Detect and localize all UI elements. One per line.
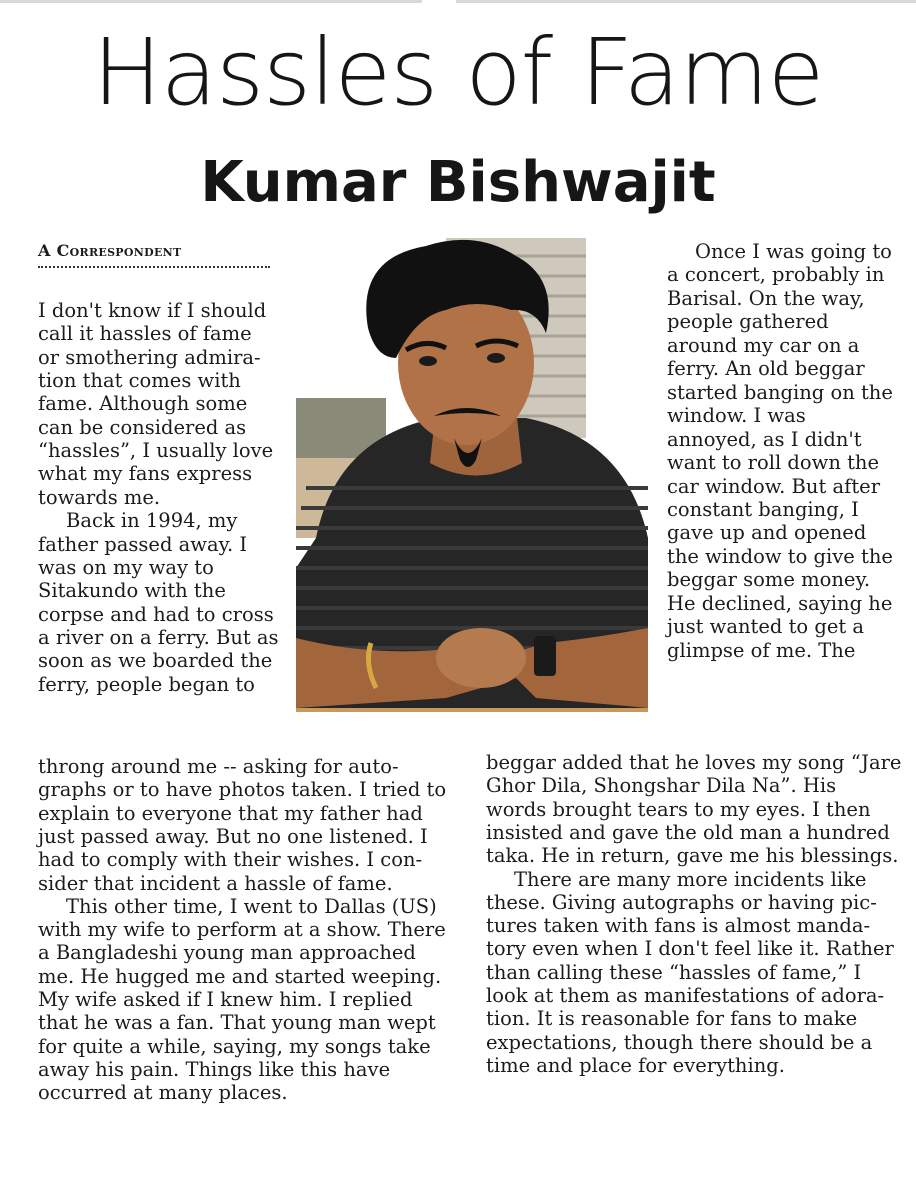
text-line: fame. Although some	[38, 392, 248, 416]
text-line: tures taken with fans is almost manda-	[486, 914, 871, 938]
text-line: father passed away. I	[38, 532, 248, 556]
text-line: glimpse of me. The	[667, 638, 856, 662]
text-line: had to comply with their wishes. I con-	[38, 848, 423, 872]
text-line: me. He hugged me and started weeping.	[38, 964, 442, 988]
text-line: a Bangladeshi young man approached	[38, 941, 416, 965]
text-line: tion. It is reasonable for fans to make	[486, 1007, 858, 1031]
text-line: tion that comes with	[38, 369, 241, 393]
text-line: Back in 1994, my	[66, 509, 238, 533]
text-line: Barisal. On the way,	[667, 286, 865, 310]
text-line: This other time, I went to Dallas (US)	[66, 894, 437, 918]
text-line: want to roll down the	[667, 451, 880, 475]
text-line: the window to give the	[667, 544, 893, 568]
text-line: gave up and opened	[667, 521, 867, 545]
text-line: just passed away. But no one listened. I	[38, 824, 428, 848]
text-line: ferry, people began to	[38, 672, 255, 696]
text-line: was on my way to	[38, 555, 214, 579]
text-line: occurred at many places.	[38, 1081, 288, 1105]
text-line: that he was a fan. That young man wept	[38, 1011, 436, 1035]
top-rule-left	[0, 0, 422, 3]
text-line: Ghor Dila, Shongshar Dila Na”. His	[486, 774, 837, 798]
text-line: throng around me -- asking for auto-	[38, 755, 399, 778]
text-line: sider that incident a hassle of fame.	[38, 871, 393, 895]
byline-divider	[38, 266, 270, 268]
text-line: tory even when I don't feel like it. Rather	[486, 937, 894, 961]
text-line: ferry. An old beggar	[667, 357, 865, 381]
text-line: what my fans express	[38, 462, 253, 486]
text-line: around my car on a	[667, 333, 860, 357]
text-line: started banging on the	[667, 380, 893, 404]
text-line: words brought tears to my eyes. I then	[486, 797, 871, 821]
text-line: away his pain. Things like this have	[38, 1057, 391, 1081]
headline: Hassles of Fame	[92, 19, 824, 126]
text-line: call it hassles of fame	[38, 322, 252, 346]
text-line: “hassles”, I usually love	[38, 439, 274, 463]
text-line: constant banging, I	[667, 497, 859, 521]
text-line: car window. But after	[667, 474, 881, 498]
text-line: than calling these “hassles of fame,” I	[486, 960, 862, 984]
text-line: look at them as manifestations of adora-	[486, 984, 885, 1007]
text-line: I don't know if I should	[38, 299, 267, 322]
portrait-illustration	[296, 238, 648, 712]
text-line: beggar some money.	[667, 568, 871, 592]
text-line: towards me.	[38, 485, 161, 509]
text-line: There are many more incidents like	[514, 867, 867, 891]
text-line: taka. He in return, gave me his blessings.	[486, 844, 899, 868]
text-line: with my wife to perform at a show. There	[38, 918, 446, 942]
text-line: expectations, though there should be a	[486, 1030, 873, 1054]
text-line: a river on a ferry. But as	[38, 625, 279, 649]
text-line: just wanted to get a	[667, 615, 865, 639]
text-line: Sitakundo with the	[38, 579, 226, 603]
text-line: insisted and gave the old man a hundred	[486, 820, 890, 844]
text-line: or smothering admira-	[38, 345, 261, 369]
text-line: beggar added that he loves my song “Jare	[486, 751, 902, 774]
text-line: window. I was	[667, 404, 806, 428]
text-line: Once I was going to	[695, 240, 892, 263]
portrait-photo	[296, 238, 648, 712]
text-line: for quite a while, saying, my songs take	[38, 1034, 431, 1058]
text-line: graphs or to have photos taken. I tried to	[38, 778, 447, 802]
subheadline: Kumar Bishwajit	[200, 150, 716, 215]
byline: A Correspondent	[38, 241, 182, 260]
text-line: He declined, saying he	[667, 591, 893, 615]
text-line: explain to everyone that my father had	[38, 801, 423, 825]
text-line: My wife asked if I knew him. I replied	[38, 988, 413, 1011]
text-line: annoyed, as I didn't	[667, 427, 862, 451]
text-line: a concert, probably in	[667, 263, 885, 287]
text-line: people gathered	[667, 310, 829, 334]
text-line: soon as we boarded the	[38, 649, 273, 673]
text-line: can be considered as	[38, 415, 247, 439]
text-line: time and place for everything.	[486, 1053, 785, 1077]
text-line: these. Giving autographs or having pic-	[486, 890, 877, 914]
top-rule-right	[456, 0, 916, 3]
text-line: corpse and had to cross	[38, 602, 274, 626]
